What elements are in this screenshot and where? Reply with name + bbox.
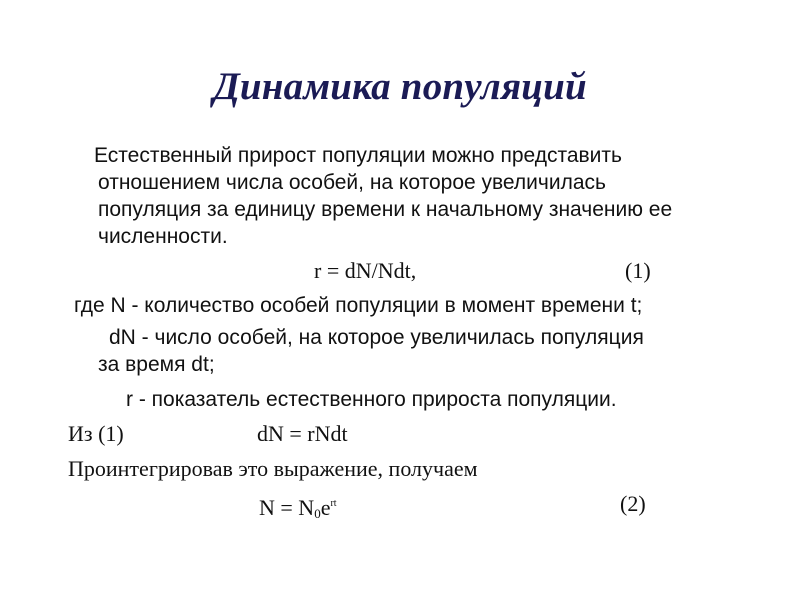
formula-1-number: (1) (625, 258, 651, 283)
formula-2-number: (2) (620, 491, 646, 516)
definition-n: где N - количество особей популяции в момент времени t; (74, 294, 643, 317)
slide-title: Динамика популяций (213, 65, 587, 108)
formula-dn: dN = rNdt (257, 421, 348, 446)
formula-2-expression (259, 491, 337, 527)
paragraph-line-2: отношением числа особей, на которое увеличилась (98, 171, 606, 194)
formula-2-superscript: rt (330, 498, 337, 509)
definition-r: r - показатель естественного прироста популяции. (126, 388, 617, 411)
paragraph-line-4: численности. (98, 225, 228, 248)
formula-2-subscript: 0 (314, 506, 321, 521)
definition-dn-continued: за время dt; (98, 353, 215, 376)
from-equation-label: Из (1) (68, 421, 124, 446)
definition-dn: dN - число особей, на которое увеличилась популяция (109, 326, 644, 349)
formula-2-base: e (320, 495, 331, 520)
paragraph-line-3: популяция за единицу времени к начальному значению ее (98, 198, 673, 221)
formula-2-lhs: N = N (259, 495, 315, 520)
integration-text: Проинтегрировав это выражение, получаем (68, 456, 478, 481)
formula-1-expression: r = dN/Ndt, (314, 258, 417, 283)
paragraph-line-1: Естественный прирост популяции можно представить (94, 144, 622, 167)
